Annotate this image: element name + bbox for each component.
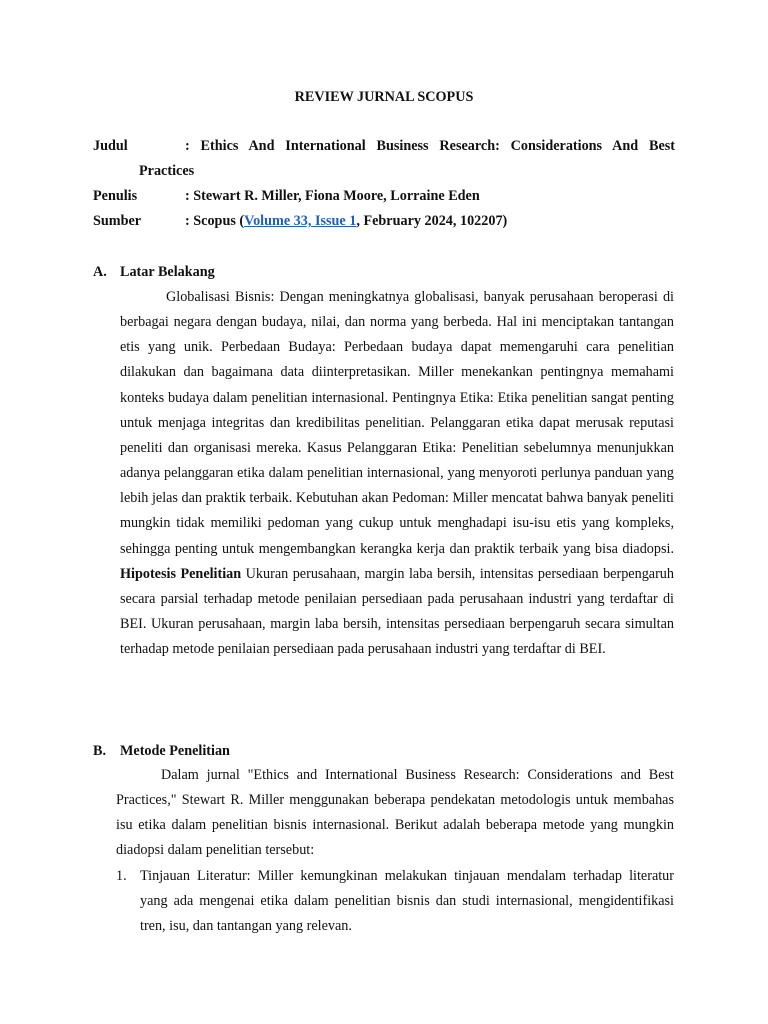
meta-sumber: [93, 209, 675, 234]
section-b-number: B.: [93, 743, 107, 759]
penulis-label: Penulis: [93, 188, 138, 204]
sumber-value: [139, 209, 675, 234]
judul-label: Judul: [93, 138, 128, 154]
section-a-title: Latar Belakang: [120, 264, 215, 280]
meta-judul: [93, 134, 675, 184]
sumber-label: Sumber: [93, 213, 142, 229]
list-item: [116, 864, 674, 939]
section-a-heading: [93, 262, 215, 282]
penulis-value: : Stewart R. Miller, Fiona Moore, Lorraine Eden: [185, 188, 480, 204]
hipotesis-label: Hipotesis Penelitian: [120, 565, 242, 582]
list-item-number: 1.: [116, 868, 127, 884]
sumber-prefix: : Scopus (: [185, 213, 245, 229]
judul-value: : Ethics And International Business Research: Considerations And Best Practices: [139, 138, 675, 179]
sumber-suffix: , February 2024, 102207): [356, 213, 508, 229]
section-b-heading: [93, 741, 230, 761]
document-title: REVIEW JURNAL SCOPUS: [294, 89, 474, 105]
section-b-title: Metode Penelitian: [120, 743, 230, 759]
meta-penulis: [93, 184, 675, 209]
volume-issue-link[interactable]: Volume 33, Issue 1: [244, 213, 357, 229]
section-b-paragraph: Dalam jurnal "Ethics and International Business Research: Considerations and Best Practices," Stewart R. Miller menggunakan beberapa pendekatan metodologis untuk membahas isu etika dalam penelitian bisnis internasional. Berikut adalah beberapa metode yang mungkin diadopsi dalam penelitian tersebut:: [116, 767, 674, 859]
section-a-paragraph: [120, 285, 674, 662]
section-a-number: A.: [93, 264, 107, 280]
section-a-text-1: Globalisasi Bisnis: Dengan meningkatnya globalisasi, banyak perusahaan beroperasi di berbagai negara dengan budaya, nilai, dan norma yang berbeda. Hal ini menciptakan tantangan etis yang unik. Perbedaan Budaya: Perbedaan budaya dapat memengaruhi cara penelitian dilakukan dan bagaimana data diinterpretasikan. Miller menekankan pentingnya memahami konteks budaya dalam penelitian internasional. Pentingnya Etika: Etika penelitian sangat penting untuk menjaga integritas dan kredibilitas penelitian. Pelanggaran etika dapat merusak reputasi peneliti dan organisasi mereka. Kasus Pelanggaran Etika: Penelitian sebelumnya menunjukkan adanya pelanggaran etika dalam penelitian internasional, yang menyoroti perlunya panduan yang lebih jelas dan praktik terbaik. Kebutuhan akan Pedoman: Miller mencatat bahwa banyak peneliti mungkin tidak memiliki pedoman yang cukup untuk menghadapi isu-isu etis yang kompleks, sehingga penting untuk mengembangkan kerangka kerja dan praktik terbaik yang bisa diadopsi.: [120, 289, 674, 557]
section-a-text-2: Ukuran perusahaan, margin laba bersih, intensitas persediaan berpengaruh secara parsial terhadap metode penilaian persediaan pada perusahaan industri yang terdaftar di BEI. Ukuran perusahaan, margin laba bersih, intensitas persediaan berpengaruh secara simultan terhadap metode penilaian persediaan pada perusahaan industri yang terdaftar di BEI.: [120, 565, 674, 658]
list-item-text: Tinjauan Literatur: Miller kemungkinan melakukan tinjauan mendalam terhadap literatur yang ada mengenai etika dalam penelitian bisnis dan studi internasional, mengidentifikasi tren, isu, dan tantangan yang relevan.: [140, 868, 674, 935]
